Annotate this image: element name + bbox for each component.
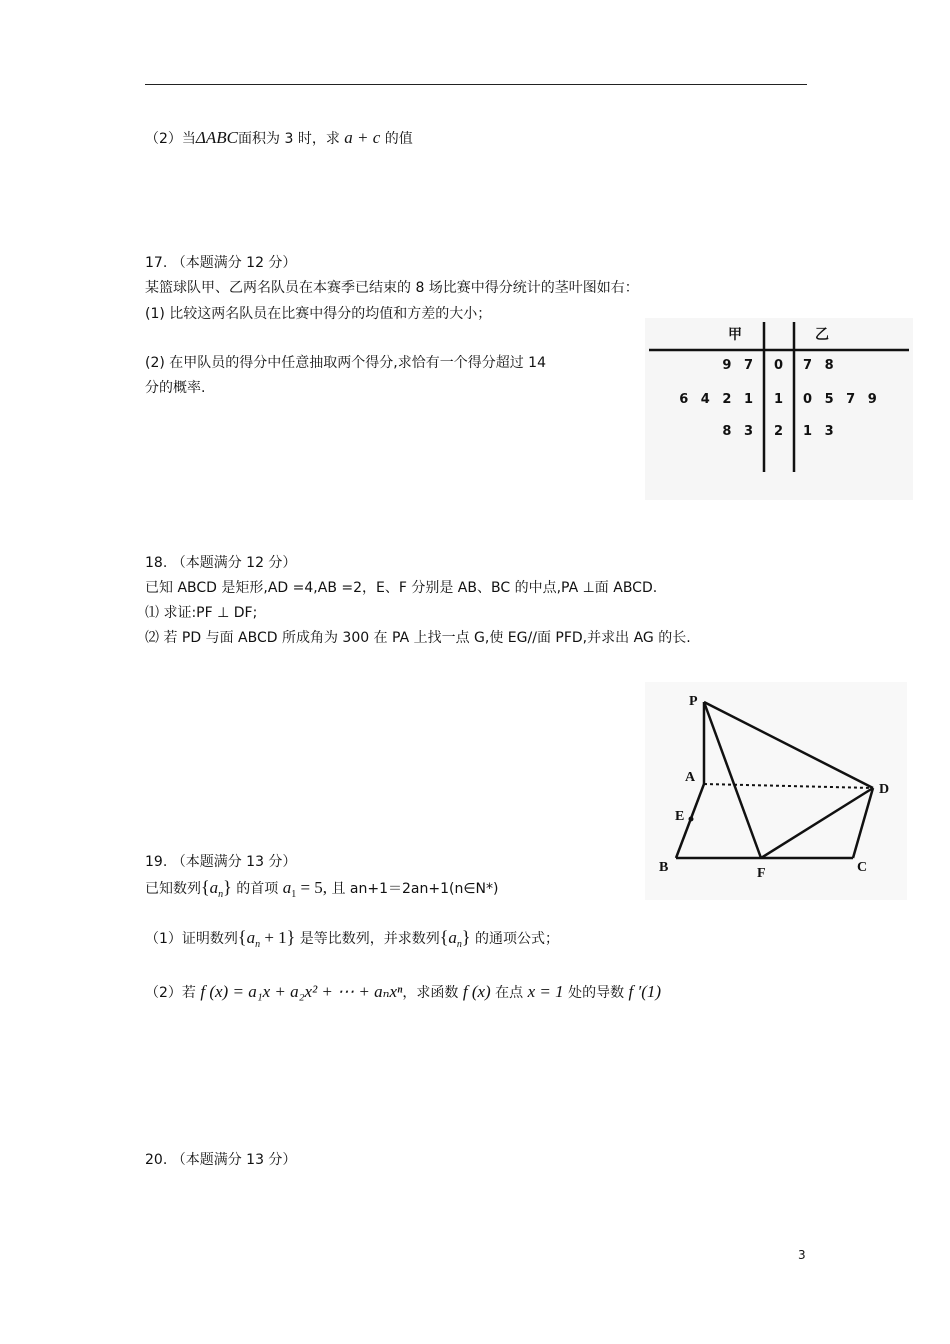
stem-leaf-row1-left: 9 7	[722, 358, 753, 373]
a1-symbol: a	[282, 878, 292, 897]
stem-leaf-row2-left: 6 4 2 1	[679, 392, 753, 407]
a1-equals: = 5,	[296, 878, 328, 897]
brace-right-3: }	[461, 927, 471, 947]
seq-sub-n: n	[218, 888, 224, 900]
seq-a: a	[209, 878, 219, 897]
stem-leaf-header-yi: 乙	[815, 327, 829, 343]
label-f: F	[757, 866, 766, 881]
label-b: B	[659, 860, 669, 875]
q19-text-b: 的首项	[236, 881, 279, 897]
q19-text-c: 且 an+1＝2an+1(n∈N*)	[331, 881, 499, 897]
brace-left-2: {	[237, 927, 247, 947]
label-c: C	[857, 860, 868, 875]
f-prime-1: f ′(1)	[628, 982, 662, 1001]
brace-left-3: {	[439, 927, 449, 947]
q19-text-a: 已知数列	[145, 881, 201, 897]
stem-leaf-row2-stem: 1	[774, 392, 784, 407]
q19-p2-text-a: （2）若	[145, 985, 196, 1001]
q18-intro: 已知 ABCD 是矩形,AD =4,AB =2，E、F 分别是 AB、BC 的中点,PA ⊥面 ABCD.	[145, 580, 658, 596]
q17-header: 17. （本题满分 12 分）	[145, 255, 297, 271]
q19-p2-text-d: 处的导数	[568, 985, 625, 1001]
q18-header: 18. （本题满分 12 分）	[145, 555, 297, 571]
seq-a-2: a	[246, 928, 256, 947]
triangle-abc: ΔABC	[195, 128, 239, 147]
q16-text-b: 面积为 3 时，求	[238, 131, 340, 147]
label-d: D	[879, 782, 890, 797]
q18-part1: ⑴ 求证:PF ⊥ DF;	[145, 605, 258, 621]
brace-left: {	[201, 877, 210, 897]
stem-leaf-row1-right: 7 8	[803, 358, 834, 373]
fx-symbol: f (x)	[462, 982, 491, 1001]
pyramid-svg	[645, 682, 907, 900]
a1-sub: 1	[291, 888, 297, 900]
q17-intro: 某篮球队甲、乙两名队员在本赛季已结束的 8 场比赛中得分统计的茎叶图如右：	[145, 280, 639, 296]
q19-p1-text-b: 是等比数列，并求数列	[299, 931, 440, 947]
brace-right: }	[223, 877, 232, 897]
stem-leaf-svg	[645, 318, 913, 500]
q16-expr: a + c	[344, 128, 381, 147]
q19-part2	[145, 982, 661, 1002]
q17-part2-line2: 分的概率.	[145, 380, 206, 396]
fx-polynomial: f (x) = a₁x + a₂x² + ⋯ + aₙxⁿ	[200, 982, 403, 1001]
q19-part1	[145, 927, 559, 950]
page-number: 3	[798, 1248, 806, 1262]
stem-leaf-row3-right: 1 3	[803, 424, 834, 439]
label-p: P	[689, 694, 698, 709]
q19-p1-text-a: （1）证明数列	[145, 931, 238, 947]
q17-part2-line1: (2) 在甲队员的得分中任意抽取两个得分,求恰有一个得分超过 14	[145, 355, 546, 371]
stem-leaf-row3-stem: 2	[774, 424, 784, 439]
pyramid-figure	[645, 682, 907, 900]
stem-leaf-row2-right: 0 5 7 9	[803, 392, 877, 407]
stem-leaf-row1-stem: 0	[774, 358, 784, 373]
plus-one: + 1	[260, 928, 287, 947]
q19-p2-text-c: 在点	[495, 985, 524, 1001]
q18-part2: ⑵ 若 PD 与面 ABCD 所成角为 300 在 PA 上找一点 G,使 EG//面 PFD,并求出 AG 的长.	[145, 630, 691, 646]
stem-leaf-row3-left: 8 3	[722, 424, 753, 439]
q20-header: 20. （本题满分 13 分）	[145, 1152, 297, 1168]
stem-leaf-header-jia: 甲	[728, 327, 742, 343]
stem-leaf-figure	[645, 318, 913, 500]
x-equals-1: x = 1	[527, 982, 564, 1001]
q19-header: 19. （本题满分 13 分）	[145, 854, 297, 870]
q19-line1	[145, 877, 499, 900]
q16-part2	[145, 128, 413, 148]
seq-sub-n-3: n	[456, 938, 462, 950]
seq-sub-n-2: n	[255, 938, 261, 950]
q19-p1-text-c: 的通项公式；	[474, 931, 559, 947]
label-a: A	[685, 770, 696, 785]
seq-a-3: a	[448, 928, 457, 947]
brace-right-2: }	[286, 927, 296, 947]
q19-p2-text-b: ，求函数	[402, 985, 459, 1001]
header-rule	[145, 84, 807, 85]
q16-text-a: （2）当	[145, 131, 196, 147]
q17-part1: (1) 比较这两名队员在比赛中得分的均值和方差的大小；	[145, 306, 492, 322]
label-e: E	[675, 809, 685, 824]
q16-text-c: 的值	[384, 131, 413, 147]
